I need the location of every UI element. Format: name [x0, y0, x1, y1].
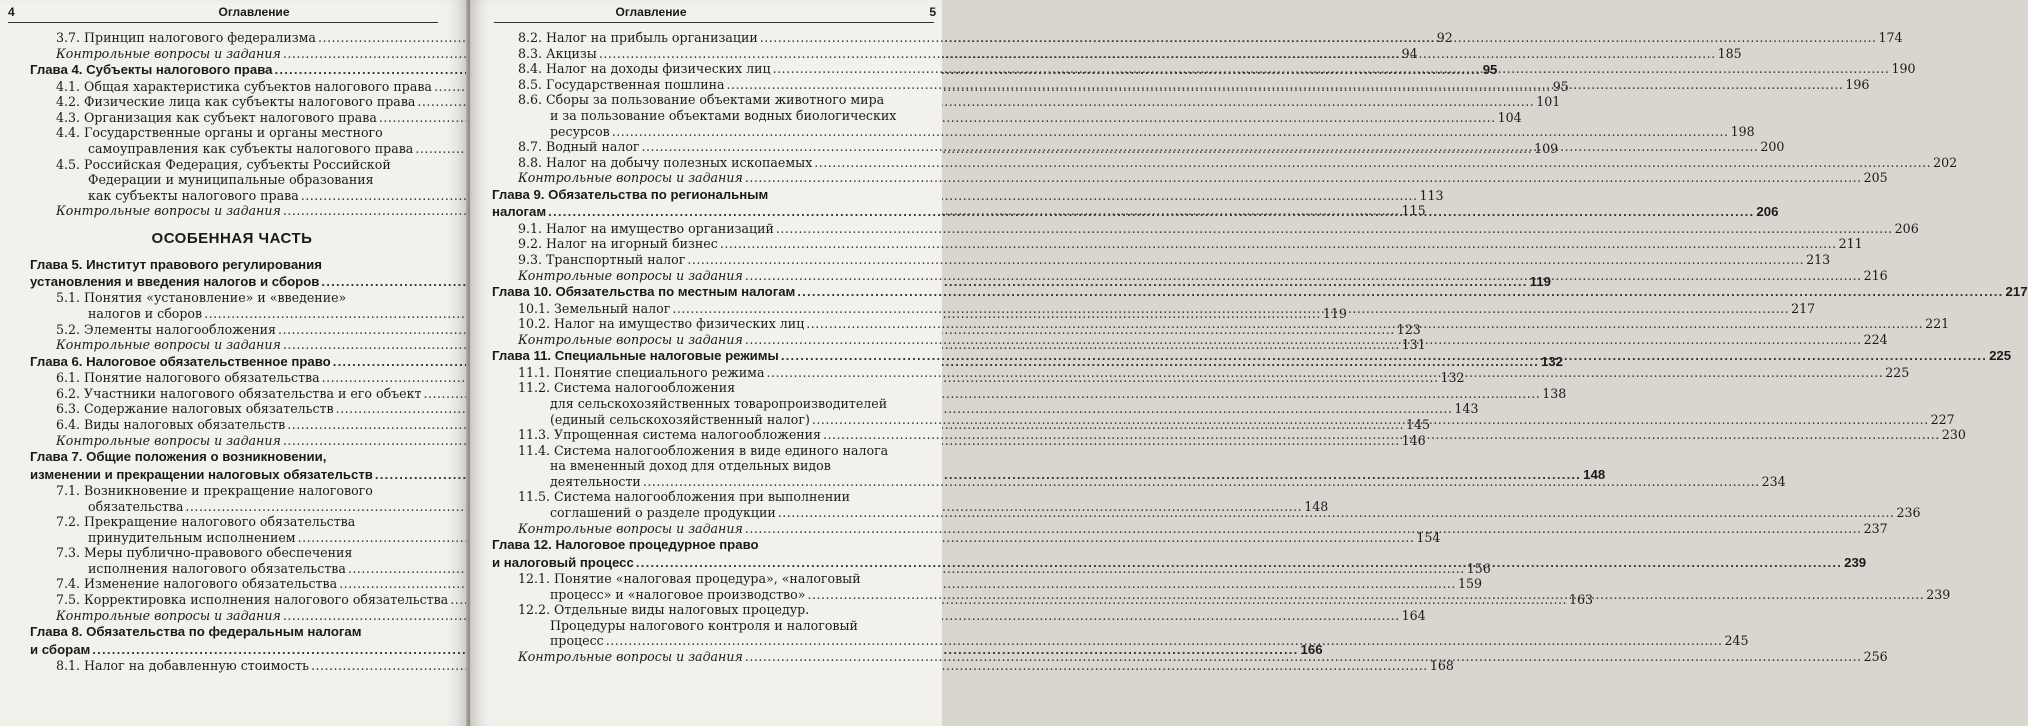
- toc-section-line: [30, 658, 1454, 674]
- entry-title: Глава 6. Налоговое обязательственное право: [30, 353, 331, 369]
- entry-page: 216: [1863, 267, 1888, 283]
- entry-page: 145: [1406, 416, 1431, 432]
- leader-dots: [599, 46, 1716, 62]
- entry-page: 154: [1416, 529, 1441, 545]
- leader-dots: [727, 77, 1844, 93]
- entry-page: 166: [1300, 641, 1323, 657]
- entry-title: 4.4. Государственные органы и органы местного: [56, 125, 383, 141]
- entry-title: налогам: [492, 204, 547, 220]
- leader-dots: [612, 124, 1729, 140]
- entry-title: Процедуры налогового контроля и налоговый: [550, 617, 858, 633]
- entry-page: 224: [1863, 331, 1888, 347]
- entry-title: соглашений о разделе продукции: [550, 505, 776, 521]
- entry-title: 4.3. Организация как субъект налогового права: [56, 109, 377, 125]
- entry-page: 131: [1401, 337, 1426, 353]
- toc-section-line: [492, 92, 914, 108]
- entry-title: 7.5. Корректировка исполнения налогового обязательства: [56, 592, 449, 608]
- entry-title: Глава 7. Общие положения о возникновении,: [30, 449, 327, 465]
- entry-page: 225: [1989, 348, 2012, 364]
- leader-dots: [776, 221, 1893, 237]
- leader-dots: [636, 555, 1842, 571]
- entry-page: 185: [1717, 45, 1742, 61]
- entry-page: 123: [1396, 321, 1421, 337]
- entry-page: 92: [1436, 30, 1453, 45]
- entry-title: Федерации и муниципальные образования: [88, 172, 374, 188]
- entry-title: 8.8. Налог на добычу полезных ископаемых: [518, 154, 813, 170]
- toc-questions-entry: [492, 170, 1888, 186]
- entry-title: процесс» и «налоговое производство»: [550, 586, 806, 602]
- entry-page: 245: [1724, 633, 1749, 649]
- entry-page: 148: [1583, 466, 1606, 482]
- entry-page: 104: [1497, 109, 1522, 125]
- entry-title: 11.1. Понятие специального режима: [518, 364, 765, 380]
- entry-page: 164: [1401, 607, 1426, 623]
- entry-title: 8.7. Водный налог: [518, 139, 640, 155]
- part-title: ОСОБЕННАЯ ЧАСТЬ: [151, 229, 313, 247]
- leader-dots: [778, 505, 1895, 521]
- toc-section-line: [492, 251, 1831, 268]
- entry-title: Контрольные вопросы и задания: [518, 267, 743, 283]
- leader-dots: [745, 521, 1862, 537]
- entry-title: процесс: [550, 633, 604, 649]
- leader-dots: [773, 61, 1890, 77]
- entry-page: 217: [2005, 284, 2028, 300]
- toc-section-line: [492, 154, 1958, 171]
- leader-dots: [806, 316, 1923, 332]
- entry-title: 8.6. Сборы за пользование объектами животного мира: [518, 92, 885, 108]
- entry-title: и сборам: [30, 641, 91, 657]
- entry-title: 12.2. Отдельные виды налоговых процедур.: [518, 602, 810, 618]
- entry-page: 109: [1534, 140, 1559, 156]
- toc-chapter-line: [30, 257, 434, 273]
- entry-title: 12.1. Понятие «налоговая процедура», «налоговый: [518, 571, 861, 587]
- entry-title: 8.5. Государственная пошлина: [518, 76, 725, 92]
- leader-dots: [814, 155, 1931, 171]
- entry-title: принудительным исполнением: [88, 529, 296, 545]
- entry-page: 200: [1760, 139, 1785, 155]
- entry-title: 10.1. Земельный налог: [518, 300, 671, 316]
- entry-title: деятельности: [550, 473, 641, 489]
- leader-dots: [745, 649, 1862, 665]
- entry-page: 217: [1791, 300, 1816, 316]
- entry-page: 138: [1542, 385, 1567, 401]
- entry-title: Глава 8. Обязательства по федеральным налогам: [30, 624, 362, 640]
- entry-page: 239: [1926, 586, 1951, 602]
- entry-title: Глава 11. Специальные налоговые режимы: [492, 348, 779, 364]
- toc-chapter-line: [30, 624, 434, 640]
- toc-section-line: [492, 443, 914, 459]
- entry-page: 132: [1540, 353, 1563, 369]
- entry-page: 227: [1930, 411, 1955, 427]
- header-rule: [8, 22, 438, 23]
- entry-page: 132: [1440, 370, 1465, 386]
- entry-title: 5.2. Элементы налогообложения: [56, 321, 276, 337]
- page-number: 4: [8, 5, 15, 19]
- entry-title: 6.1. Понятие налогового обязательства: [56, 370, 320, 386]
- entry-title: 8.4. Налог на доходы физических лиц: [518, 61, 771, 77]
- entry-page: 239: [1844, 554, 1867, 570]
- entry-title: самоуправления как субъекты налогового права: [88, 140, 414, 156]
- toc-section-line: [30, 545, 434, 561]
- toc-section-line: [30, 483, 434, 499]
- entry-page: 237: [1863, 520, 1888, 536]
- entry-title: ресурсов: [550, 123, 610, 139]
- leader-dots: [766, 365, 1883, 381]
- entry-page: 115: [1401, 203, 1426, 219]
- leader-dots: [745, 170, 1862, 186]
- entry-page: 256: [1863, 649, 1888, 665]
- leader-dots: [781, 348, 1987, 364]
- toc-section-line: [492, 458, 914, 474]
- leader-dots: [548, 204, 1754, 220]
- entry-title: 8.3. Акцизы: [518, 45, 597, 61]
- toc-section-line: [30, 290, 434, 306]
- entry-title: 4.5. Российская Федерация, субъекты Российской: [56, 156, 391, 172]
- leader-dots: [760, 30, 1877, 46]
- entry-title: 5.1. Понятия «установление» и «введение»: [56, 290, 347, 306]
- entry-title: 8.2. Налог на прибыль организации: [518, 30, 758, 45]
- entry-page: 225: [1885, 364, 1910, 380]
- toc-chapter-line: [30, 449, 434, 465]
- entry-title: Контрольные вопросы и задания: [56, 432, 281, 448]
- entry-page: 148: [1304, 498, 1329, 514]
- leader-dots: [672, 301, 1789, 317]
- entry-title: Глава 10. Обязательства по местным налогам: [492, 284, 796, 300]
- entry-page: 174: [1878, 30, 1903, 45]
- entry-page: 190: [1891, 61, 1916, 77]
- entry-title: 9.1. Налог на имущество организаций: [518, 220, 774, 236]
- entry-title: на вмененный доход для отдельных видов: [550, 458, 831, 474]
- entry-title: 7.2. Прекращение налогового обязательства: [56, 514, 356, 530]
- entry-title: 4.2. Физические лица как субъекты налогового права: [56, 94, 416, 110]
- running-header-right: [470, 3, 942, 23]
- entry-title: 6.3. Содержание налоговых обязательств: [56, 401, 334, 417]
- entry-page: 143: [1454, 401, 1479, 417]
- running-title: Оглавление: [615, 5, 687, 19]
- toc-section-line: [492, 571, 914, 587]
- entry-page: 146: [1401, 432, 1426, 448]
- toc-section-line: [492, 220, 1919, 237]
- entry-page: 236: [1896, 505, 1921, 521]
- entry-page: 119: [1529, 273, 1551, 289]
- entry-title: установления и введения налогов и сборов: [30, 273, 320, 289]
- entry-title: 7.3. Меры публично-правового обеспечения: [56, 545, 353, 561]
- entry-title: Контрольные вопросы и задания: [518, 520, 743, 536]
- entry-page: 198: [1730, 123, 1755, 139]
- entry-page: 206: [1894, 220, 1919, 236]
- entry-page: 205: [1863, 170, 1888, 186]
- entry-title: и за пользование объектами водных биологических: [550, 107, 897, 123]
- entry-title: 6.4. Виды налоговых обязательств: [56, 416, 286, 432]
- entry-page: 202: [1933, 154, 1958, 170]
- toc-section-line: [30, 514, 434, 530]
- toc-section-line: [30, 157, 434, 173]
- toc-section-line: [492, 380, 914, 396]
- leader-dots: [720, 236, 1837, 252]
- leader-dots: [687, 252, 1804, 268]
- leader-dots: [807, 587, 1924, 603]
- entry-page: 206: [1756, 204, 1779, 220]
- entry-page: 113: [1419, 187, 1444, 203]
- toc-section-line: [492, 602, 914, 618]
- header-rule: [494, 22, 934, 23]
- entry-title: 11.5. Система налогообложения при выполнении: [518, 489, 851, 505]
- toc-chapter-line: [492, 284, 2028, 300]
- entry-title: Контрольные вопросы и задания: [56, 45, 281, 61]
- entry-page: 119: [1322, 305, 1347, 321]
- entry-page: 168: [1429, 658, 1454, 674]
- entry-title: 11.3. Упрощенная система налогообложения: [518, 427, 822, 443]
- toc-section-line: [492, 618, 914, 634]
- leader-dots: [823, 427, 1940, 443]
- leader-dots: [642, 139, 1759, 155]
- toc-section-line: [30, 125, 434, 141]
- leader-dots: [643, 474, 1760, 490]
- entry-title: как субъекты налогового права: [88, 187, 299, 203]
- toc-section-line: [492, 396, 914, 412]
- leader-dots: [606, 633, 1723, 649]
- entry-title: Контрольные вопросы и задания: [518, 649, 743, 665]
- entry-page: 159: [1457, 576, 1482, 592]
- entry-title: Контрольные вопросы и задания: [518, 331, 743, 347]
- leader-dots: [745, 268, 1862, 284]
- page-number: 5: [929, 5, 936, 19]
- entry-title: 4.1. Общая характеристика субъектов налогового права: [56, 78, 432, 94]
- entry-page: 101: [1536, 94, 1561, 110]
- entry-title: 7.4. Изменение налогового обязательства: [56, 576, 338, 592]
- entry-title: изменении и прекращении налоговых обязательств: [30, 466, 373, 482]
- running-title: Оглавление: [218, 5, 290, 19]
- toc-section-line: [492, 123, 1755, 140]
- entry-title: 3.7. Принцип налогового федерализма: [56, 30, 316, 45]
- toc-chapter-line: [492, 537, 914, 553]
- entry-title: исполнения налогового обязательства: [88, 560, 346, 576]
- entry-title: Глава 9. Обязательства по региональным: [492, 186, 769, 202]
- entry-title: 7.1. Возникновение и прекращение налогового: [56, 482, 373, 498]
- leader-dots: [797, 284, 2003, 300]
- toc-section-line: [492, 108, 914, 124]
- entry-title: 6.2. Участники налогового обязательства и его объект: [56, 385, 422, 401]
- running-header-left: [0, 3, 468, 23]
- entry-title: 8.1. Налог на добавленную стоимость: [56, 658, 310, 674]
- entry-title: (единый сельскохозяйственный налог): [550, 411, 810, 427]
- entry-title: для сельскохозяйственных товаропроизводителей: [550, 395, 888, 411]
- entry-title: Глава 12. Налоговое процедурное право: [492, 537, 759, 553]
- leader-dots: [812, 412, 1929, 428]
- toc-section-line: [492, 489, 914, 505]
- entry-title: Контрольные вопросы и задания: [56, 337, 281, 353]
- entry-title: Контрольные вопросы и задания: [56, 607, 281, 623]
- entry-page: 230: [1941, 427, 1966, 443]
- entry-page: 221: [1925, 316, 1950, 332]
- entry-title: 10.2. Налог на имущество физических лиц: [518, 316, 805, 332]
- entry-page: 95: [1482, 62, 1498, 78]
- entry-page: 95: [1552, 78, 1569, 94]
- entry-page: 94: [1401, 45, 1418, 61]
- entry-title: 11.2. Система налогообложения: [518, 380, 736, 396]
- entry-page: 234: [1761, 473, 1786, 489]
- entry-page: 156: [1466, 560, 1491, 576]
- toc-section-line: [30, 172, 434, 188]
- toc-questions-entry: [30, 337, 1426, 353]
- entry-title: 9.3. Транспортный налог: [518, 251, 686, 267]
- entry-title: обязательства: [88, 498, 184, 514]
- entry-title: Контрольные вопросы и задания: [518, 170, 743, 186]
- entry-page: 163: [1569, 592, 1594, 608]
- toc-chapter-line: [492, 187, 914, 203]
- entry-title: Контрольные вопросы и задания: [56, 203, 281, 219]
- entry-title: 11.4. Система налогообложения в виде единого налога: [518, 442, 889, 458]
- entry-page: 213: [1806, 251, 1831, 267]
- entry-title: и налоговый процесс: [492, 554, 634, 570]
- entry-title: 9.2. Налог на игорный бизнес: [518, 236, 718, 252]
- toc-section-line: [492, 236, 1863, 252]
- entry-page: 196: [1845, 76, 1870, 92]
- entry-title: налогов и сборов: [88, 305, 203, 321]
- entry-title: Глава 5. Институт правового регулирования: [30, 256, 322, 272]
- entry-page: 211: [1838, 236, 1863, 252]
- entry-title: Глава 4. Субъекты налогового права: [30, 62, 273, 78]
- leader-dots: [745, 332, 1862, 348]
